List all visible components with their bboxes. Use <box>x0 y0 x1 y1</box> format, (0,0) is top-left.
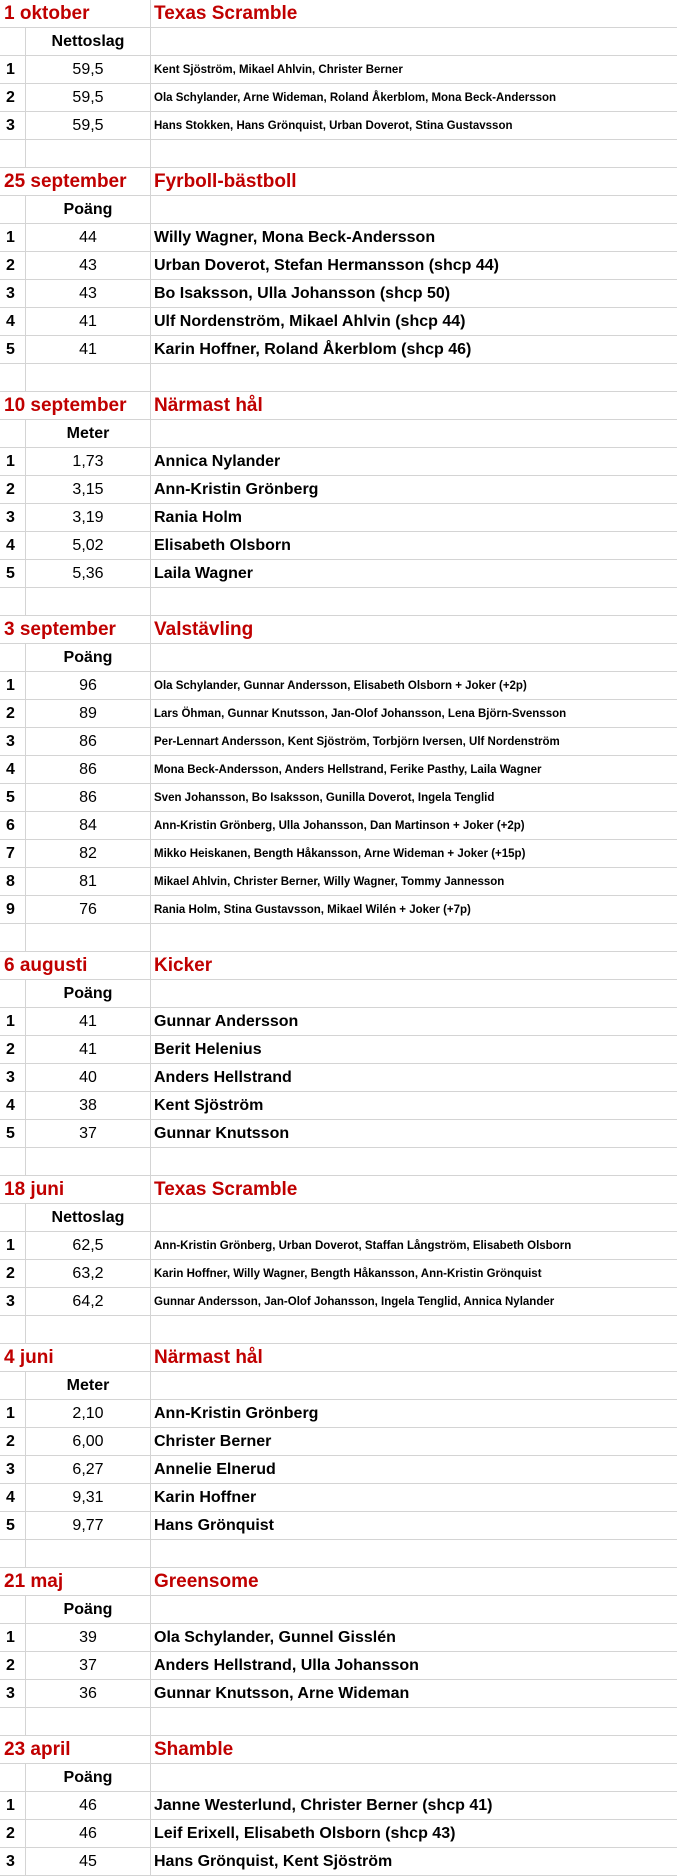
spacer-row <box>0 364 677 392</box>
result-players: Rania Holm <box>154 508 243 526</box>
event-section <box>0 0 677 168</box>
metric-label: Poäng <box>26 1764 151 1791</box>
metric-label: Poäng <box>26 196 151 223</box>
event-section <box>0 392 677 616</box>
result-score: 41 <box>26 1008 151 1035</box>
event-name: Valstävling <box>154 618 254 640</box>
spacer-cell <box>26 1316 151 1343</box>
result-score: 41 <box>26 336 151 363</box>
metric-header-row <box>0 1596 677 1624</box>
metric-label: Meter <box>26 420 151 447</box>
result-score: 59,5 <box>26 84 151 111</box>
spacer-cell <box>26 924 151 951</box>
event-date: 21 maj <box>0 1568 151 1595</box>
metric-header-row <box>0 420 677 448</box>
result-players: Annica Nylander <box>154 452 281 470</box>
result-score: 9,77 <box>26 1512 151 1539</box>
metric-header-row <box>0 28 677 56</box>
result-row <box>0 784 677 812</box>
spacer-cell <box>0 140 26 167</box>
result-score: 64,2 <box>26 1288 151 1315</box>
result-score: 81 <box>26 868 151 895</box>
event-name: Shamble <box>154 1738 234 1760</box>
result-score: 89 <box>26 700 151 727</box>
result-score: 9,31 <box>26 1484 151 1511</box>
result-rank: 2 <box>0 1036 26 1063</box>
result-score: 41 <box>26 308 151 335</box>
result-score: 46 <box>26 1792 151 1819</box>
event-date: 3 september <box>0 616 151 643</box>
result-row <box>0 504 677 532</box>
result-players: Berit Helenius <box>154 1040 262 1058</box>
result-players: Ann-Kristin Grönberg <box>154 1404 319 1422</box>
result-players: Mikael Ahlvin, Christer Berner, Willy Wagner, Tommy Jannesson <box>154 875 505 888</box>
event-date: 6 augusti <box>0 952 151 979</box>
event-section <box>0 616 677 952</box>
event-header-row <box>0 0 677 28</box>
result-rank: 3 <box>0 1456 26 1483</box>
result-rank: 2 <box>0 84 26 111</box>
spacer-row <box>0 1708 677 1736</box>
result-row <box>0 1036 677 1064</box>
result-rank: 3 <box>0 112 26 139</box>
spacer-cell <box>0 588 26 615</box>
result-rank: 5 <box>0 1120 26 1147</box>
spacer-row <box>0 1316 677 1344</box>
result-players: Gunnar Andersson <box>154 1012 299 1030</box>
spacer-cell <box>151 364 677 391</box>
result-players: Kent Sjöström <box>154 1096 264 1114</box>
result-score: 76 <box>26 896 151 923</box>
result-row <box>0 840 677 868</box>
result-players: Ola Schylander, Arne Wideman, Roland Åkerblom, Mona Beck-Andersson <box>154 91 557 104</box>
result-rank: 1 <box>0 1400 26 1427</box>
result-score: 3,19 <box>26 504 151 531</box>
result-players: Ola Schylander, Gunnar Andersson, Elisabeth Olsborn + Joker (+2p) <box>154 679 527 692</box>
result-rank: 1 <box>0 56 26 83</box>
result-score: 1,73 <box>26 448 151 475</box>
players-header-cell <box>151 420 677 447</box>
spacer-cell <box>26 140 151 167</box>
result-row <box>0 756 677 784</box>
result-row <box>0 1512 677 1540</box>
result-rank: 2 <box>0 1260 26 1287</box>
result-players: Ann-Kristin Grönberg, Ulla Johansson, Dan Martinson + Joker (+2p) <box>154 819 525 832</box>
result-players: Mikko Heiskanen, Bength Håkansson, Arne Wideman + Joker (+15p) <box>154 847 526 860</box>
metric-header-row <box>0 644 677 672</box>
spacer-cell <box>0 1148 26 1175</box>
event-header-row <box>0 1176 677 1204</box>
result-score: 43 <box>26 280 151 307</box>
result-rank: 8 <box>0 868 26 895</box>
result-rank: 2 <box>0 252 26 279</box>
event-section <box>0 168 677 392</box>
result-score: 5,36 <box>26 560 151 587</box>
result-rank: 4 <box>0 308 26 335</box>
metric-label: Poäng <box>26 644 151 671</box>
result-score: 36 <box>26 1680 151 1707</box>
result-row <box>0 448 677 476</box>
event-section <box>0 1736 677 1876</box>
result-row <box>0 1680 677 1708</box>
result-rank: 4 <box>0 756 26 783</box>
result-rank: 2 <box>0 476 26 503</box>
result-score: 5,02 <box>26 532 151 559</box>
result-row <box>0 1092 677 1120</box>
result-rank: 1 <box>0 448 26 475</box>
result-score: 84 <box>26 812 151 839</box>
result-row <box>0 1008 677 1036</box>
metric-header-row <box>0 196 677 224</box>
result-score: 96 <box>26 672 151 699</box>
result-score: 2,10 <box>26 1400 151 1427</box>
result-players: Gunnar Andersson, Jan-Olof Johansson, Ingela Tenglid, Annica Nylander <box>154 1295 555 1308</box>
rank-header-cell <box>0 980 26 1007</box>
result-rank: 1 <box>0 1232 26 1259</box>
metric-header-row <box>0 1372 677 1400</box>
result-score: 3,15 <box>26 476 151 503</box>
result-row <box>0 1652 677 1680</box>
result-players: Mona Beck-Andersson, Anders Hellstrand, Ferike Pasthy, Laila Wagner <box>154 763 542 776</box>
spacer-cell <box>0 364 26 391</box>
spacer-cell <box>0 1540 26 1567</box>
spacer-cell <box>151 924 677 951</box>
result-row <box>0 112 677 140</box>
result-score: 37 <box>26 1652 151 1679</box>
event-date: 25 september <box>0 168 151 195</box>
result-score: 59,5 <box>26 56 151 83</box>
result-players: Bo Isaksson, Ulla Johansson (shcp 50) <box>154 284 451 302</box>
result-players: Per-Lennart Andersson, Kent Sjöström, Torbjörn Iversen, Ulf Nordenström <box>154 735 560 748</box>
result-score: 46 <box>26 1820 151 1847</box>
result-score: 44 <box>26 224 151 251</box>
event-name: Fyrboll-bästboll <box>154 170 297 192</box>
result-score: 6,00 <box>26 1428 151 1455</box>
spacer-cell <box>26 364 151 391</box>
result-players: Janne Westerlund, Christer Berner (shcp 41) <box>154 1796 493 1814</box>
result-row <box>0 1624 677 1652</box>
event-name: Texas Scramble <box>154 1178 298 1200</box>
result-rank: 1 <box>0 1624 26 1651</box>
result-score: 43 <box>26 252 151 279</box>
metric-header-row <box>0 1764 677 1792</box>
metric-header-row <box>0 980 677 1008</box>
players-header-cell <box>151 980 677 1007</box>
players-header-cell <box>151 1764 677 1791</box>
metric-header-row <box>0 1204 677 1232</box>
spacer-cell <box>151 1540 677 1567</box>
metric-label: Nettoslag <box>26 1204 151 1231</box>
rank-header-cell <box>0 420 26 447</box>
event-name: Texas Scramble <box>154 2 298 24</box>
event-section <box>0 952 677 1176</box>
result-row <box>0 1232 677 1260</box>
result-players: Lars Öhman, Gunnar Knutsson, Jan-Olof Johansson, Lena Björn-Svensson <box>154 707 567 720</box>
event-section <box>0 1568 677 1736</box>
result-row <box>0 1120 677 1148</box>
spacer-cell <box>151 588 677 615</box>
result-players: Kent Sjöström, Mikael Ahlvin, Christer Berner <box>154 63 403 76</box>
result-row <box>0 1792 677 1820</box>
result-row <box>0 1456 677 1484</box>
result-score: 40 <box>26 1064 151 1091</box>
result-score: 38 <box>26 1092 151 1119</box>
result-rank: 3 <box>0 1680 26 1707</box>
result-rank: 3 <box>0 280 26 307</box>
result-score: 37 <box>26 1120 151 1147</box>
result-score: 41 <box>26 1036 151 1063</box>
event-section <box>0 1176 677 1344</box>
result-row <box>0 532 677 560</box>
result-rank: 2 <box>0 1652 26 1679</box>
result-rank: 5 <box>0 336 26 363</box>
event-date: 23 april <box>0 1736 151 1763</box>
result-rank: 4 <box>0 1092 26 1119</box>
result-rank: 3 <box>0 1848 26 1875</box>
result-rank: 4 <box>0 532 26 559</box>
spacer-cell <box>151 140 677 167</box>
result-row <box>0 1428 677 1456</box>
result-players: Sven Johansson, Bo Isaksson, Gunilla Doverot, Ingela Tenglid <box>154 791 495 804</box>
result-players: Leif Erixell, Elisabeth Olsborn (shcp 43) <box>154 1824 456 1842</box>
spacer-cell <box>26 588 151 615</box>
players-header-cell <box>151 644 677 671</box>
spacer-row <box>0 924 677 952</box>
result-rank: 2 <box>0 1820 26 1847</box>
event-date: 18 juni <box>0 1176 151 1203</box>
result-row <box>0 868 677 896</box>
result-score: 82 <box>26 840 151 867</box>
rank-header-cell <box>0 1372 26 1399</box>
result-score: 45 <box>26 1848 151 1875</box>
result-row <box>0 84 677 112</box>
result-score: 86 <box>26 756 151 783</box>
result-players: Hans Stokken, Hans Grönquist, Urban Doverot, Stina Gustavsson <box>154 119 513 132</box>
result-players: Karin Hoffner, Willy Wagner, Bength Håkansson, Ann-Kristin Grönquist <box>154 1267 542 1280</box>
rank-header-cell <box>0 1596 26 1623</box>
result-rank: 9 <box>0 896 26 923</box>
result-players: Ann-Kristin Grönberg, Urban Doverot, Staffan Långström, Elisabeth Olsborn <box>154 1239 572 1252</box>
players-header-cell <box>151 1204 677 1231</box>
result-rank: 1 <box>0 1792 26 1819</box>
rank-header-cell <box>0 28 26 55</box>
result-row <box>0 728 677 756</box>
result-rank: 6 <box>0 812 26 839</box>
metric-label: Meter <box>26 1372 151 1399</box>
result-row <box>0 1288 677 1316</box>
event-header-row <box>0 1344 677 1372</box>
players-header-cell <box>151 1596 677 1623</box>
result-score: 39 <box>26 1624 151 1651</box>
result-row <box>0 336 677 364</box>
result-rank: 3 <box>0 504 26 531</box>
result-players: Karin Hoffner, Roland Åkerblom (shcp 46) <box>154 340 472 358</box>
players-header-cell <box>151 1372 677 1399</box>
event-date: 10 september <box>0 392 151 419</box>
event-date: 1 oktober <box>0 0 151 27</box>
result-players: Annelie Elnerud <box>154 1460 276 1478</box>
spacer-cell <box>151 1316 677 1343</box>
result-players: Christer Berner <box>154 1432 272 1450</box>
metric-label: Poäng <box>26 980 151 1007</box>
rank-header-cell <box>0 1764 26 1791</box>
result-row <box>0 1400 677 1428</box>
result-rank: 2 <box>0 700 26 727</box>
players-header-cell <box>151 196 677 223</box>
result-players: Hans Grönquist, Kent Sjöström <box>154 1852 393 1870</box>
result-players: Ulf Nordenström, Mikael Ahlvin (shcp 44) <box>154 312 466 330</box>
result-row <box>0 812 677 840</box>
event-header-row <box>0 392 677 420</box>
result-score: 86 <box>26 728 151 755</box>
result-players: Karin Hoffner <box>154 1488 257 1506</box>
result-rank: 4 <box>0 1484 26 1511</box>
players-header-cell <box>151 28 677 55</box>
event-name: Kicker <box>154 954 213 976</box>
result-rank: 5 <box>0 784 26 811</box>
result-rank: 7 <box>0 840 26 867</box>
event-name: Närmast hål <box>154 1346 263 1368</box>
result-rank: 1 <box>0 672 26 699</box>
spacer-row <box>0 1148 677 1176</box>
result-row <box>0 896 677 924</box>
result-row <box>0 1820 677 1848</box>
result-players: Anders Hellstrand, Ulla Johansson <box>154 1656 419 1674</box>
result-players: Laila Wagner <box>154 564 253 582</box>
result-score: 86 <box>26 784 151 811</box>
event-header-row <box>0 168 677 196</box>
spacer-row <box>0 140 677 168</box>
metric-label: Poäng <box>26 1596 151 1623</box>
result-row <box>0 672 677 700</box>
spacer-cell <box>26 1540 151 1567</box>
result-players: Gunnar Knutsson <box>154 1124 290 1142</box>
result-players: Ann-Kristin Grönberg <box>154 480 319 498</box>
result-row <box>0 56 677 84</box>
event-section <box>0 1344 677 1568</box>
result-row <box>0 1484 677 1512</box>
event-date: 4 juni <box>0 1344 151 1371</box>
result-score: 62,5 <box>26 1232 151 1259</box>
spacer-cell <box>151 1708 677 1735</box>
result-row <box>0 1260 677 1288</box>
event-name: Greensome <box>154 1570 259 1592</box>
spacer-cell <box>26 1148 151 1175</box>
result-row <box>0 252 677 280</box>
metric-label: Nettoslag <box>26 28 151 55</box>
result-players: Urban Doverot, Stefan Hermansson (shcp 44) <box>154 256 499 274</box>
result-score: 63,2 <box>26 1260 151 1287</box>
result-rank: 3 <box>0 728 26 755</box>
result-row <box>0 1848 677 1876</box>
result-row <box>0 280 677 308</box>
result-rank: 5 <box>0 1512 26 1539</box>
result-row <box>0 476 677 504</box>
result-rank: 3 <box>0 1064 26 1091</box>
result-players: Gunnar Knutsson, Arne Wideman <box>154 1684 410 1702</box>
result-rank: 3 <box>0 1288 26 1315</box>
rank-header-cell <box>0 196 26 223</box>
result-rank: 1 <box>0 1008 26 1035</box>
rank-header-cell <box>0 1204 26 1231</box>
result-row <box>0 308 677 336</box>
spacer-row <box>0 1540 677 1568</box>
spacer-cell <box>26 1708 151 1735</box>
result-row <box>0 1064 677 1092</box>
spacer-cell <box>0 924 26 951</box>
result-players: Elisabeth Olsborn <box>154 536 291 554</box>
spacer-cell <box>0 1316 26 1343</box>
event-header-row <box>0 952 677 980</box>
result-players: Rania Holm, Stina Gustavsson, Mikael Wilén + Joker (+7p) <box>154 903 471 916</box>
result-players: Willy Wagner, Mona Beck-Andersson <box>154 228 436 246</box>
result-row <box>0 224 677 252</box>
spacer-row <box>0 588 677 616</box>
result-players: Hans Grönquist <box>154 1516 275 1534</box>
result-rank: 1 <box>0 224 26 251</box>
result-row <box>0 700 677 728</box>
result-players: Anders Hellstrand <box>154 1068 292 1086</box>
result-rank: 2 <box>0 1428 26 1455</box>
rank-header-cell <box>0 644 26 671</box>
result-score: 6,27 <box>26 1456 151 1483</box>
spacer-cell <box>0 1708 26 1735</box>
event-header-row <box>0 1568 677 1596</box>
result-rank: 5 <box>0 560 26 587</box>
event-header-row <box>0 616 677 644</box>
event-name: Närmast hål <box>154 394 263 416</box>
event-header-row <box>0 1736 677 1764</box>
result-players: Ola Schylander, Gunnel Gisslén <box>154 1628 396 1646</box>
spacer-cell <box>151 1148 677 1175</box>
result-score: 59,5 <box>26 112 151 139</box>
result-row <box>0 560 677 588</box>
